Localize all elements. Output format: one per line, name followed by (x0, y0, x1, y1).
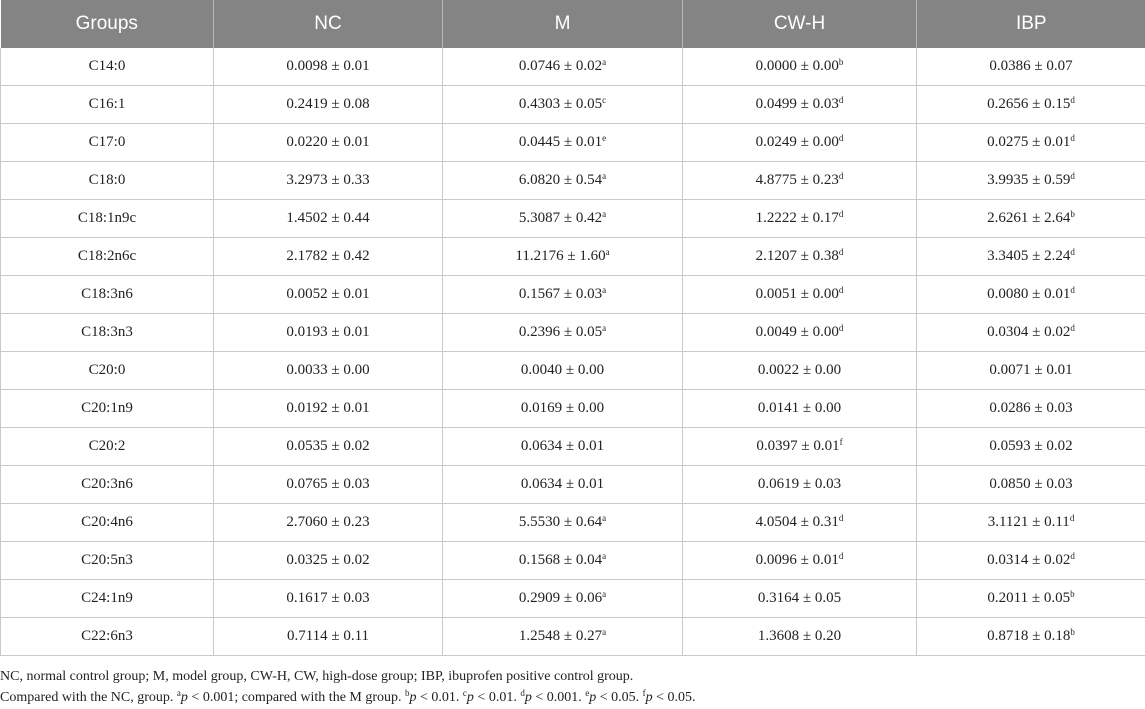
cell-value: 6.0820 ± 0.54 (518, 172, 603, 188)
cell-value: 5.5530 ± 0.64 (518, 514, 603, 530)
header-row (1, 0, 1145, 48)
value-cell (683, 466, 917, 504)
cell-value: 0.2011 ± 0.05 (987, 590, 1071, 606)
value-cell (214, 314, 443, 352)
p-symbol: p (524, 690, 532, 705)
value-cell (443, 238, 683, 276)
significance-mark: a (602, 171, 607, 181)
header-nc: NC (214, 0, 443, 48)
abbreviations-note: NC, normal control group; M, model group, CW-H, CW, high-dose group; IBP, ibuprofen positive control group. (0, 669, 634, 684)
p-threshold: < 0.01. (473, 690, 521, 705)
value-cell (214, 276, 443, 314)
value-cell (214, 48, 443, 86)
group-cell: C18:0 (1, 162, 214, 200)
group-cell: C14:0 (1, 48, 214, 86)
cell-value: 0.0386 ± 0.07 (989, 58, 1073, 74)
value-cell (917, 162, 1145, 200)
significance-mark: d (1070, 95, 1075, 105)
value-cell (917, 48, 1145, 86)
header-ibp: IBP (917, 0, 1145, 48)
value-cell (917, 618, 1145, 656)
value-cell (443, 276, 683, 314)
cell-value: 0.1568 ± 0.04 (518, 552, 603, 568)
value-cell (917, 580, 1145, 618)
cell-value: 0.0275 ± 0.01 (987, 134, 1071, 150)
cell-value: 0.0850 ± 0.03 (989, 476, 1073, 492)
group-cell: C24:1n9 (1, 580, 214, 618)
footnote-mark: d (520, 688, 525, 698)
cell-value: 0.0445 ± 0.01 (518, 134, 603, 150)
significance-mark: a (602, 551, 607, 561)
value-cell (214, 580, 443, 618)
cell-value: 0.0040 ± 0.00 (520, 362, 605, 378)
cell-value: 0.0052 ± 0.01 (286, 286, 370, 302)
table-row (1, 238, 1145, 276)
value-cell (917, 504, 1145, 542)
value-cell (683, 48, 917, 86)
cell-value: 0.8718 ± 0.18 (987, 628, 1071, 644)
group-cell: C20:3n6 (1, 466, 214, 504)
group-cell: C17:0 (1, 124, 214, 162)
significance-note: Compared with the NC, group. $^a$p < 0.001; compared with the M group. $^b$p < 0.01. $^c$p < 0.01. $^d$p < 0.001. $^e$p < 0.05. $^f$p < 0.05. (0, 688, 696, 705)
value-cell (443, 124, 683, 162)
significance-mark: d (838, 171, 844, 181)
footnote-mark: b (405, 688, 410, 698)
value-cell (443, 428, 683, 466)
footnote-mark: f (642, 688, 646, 698)
cell-value: 0.0169 ± 0.00 (520, 400, 605, 416)
significance-mark: a (602, 209, 607, 219)
table-body (1, 48, 1145, 656)
significance-mark: d (1070, 171, 1075, 181)
footnote-mark: c (462, 688, 467, 698)
significance-mark: a (602, 627, 607, 637)
cell-value: 0.0071 ± 0.01 (989, 362, 1073, 378)
value-cell (214, 86, 443, 124)
cell-value: 0.0535 ± 0.02 (286, 438, 370, 454)
header-cw-h: CW-H (683, 0, 917, 48)
cell-value: 0.1617 ± 0.03 (286, 590, 370, 606)
significance-mark: a (602, 513, 607, 523)
value-cell (214, 542, 443, 580)
value-cell (443, 86, 683, 124)
cell-value: 0.0080 ± 0.01 (987, 286, 1071, 302)
value-cell (683, 618, 917, 656)
footnote-mark: a (176, 688, 181, 698)
cell-value: 1.2222 ± 0.17 (755, 210, 839, 226)
header-m: M (443, 0, 683, 48)
cell-value: 3.3405 ± 2.24 (987, 248, 1071, 264)
value-cell (683, 428, 917, 466)
cell-value: 0.0593 ± 0.02 (989, 438, 1073, 454)
significance-mark: d (1070, 285, 1075, 295)
table-row (1, 352, 1145, 390)
cell-value: 0.2396 ± 0.05 (518, 324, 603, 340)
group-cell: C22:6n3 (1, 618, 214, 656)
value-cell (443, 390, 683, 428)
value-cell (683, 124, 917, 162)
p-symbol: p (466, 690, 474, 705)
table-row (1, 580, 1145, 618)
value-cell (214, 162, 443, 200)
value-cell (443, 48, 683, 86)
value-cell (683, 390, 917, 428)
cell-value: 2.1207 ± 0.38 (755, 248, 839, 264)
footnote-mark: e (585, 688, 590, 698)
group-cell: C20:5n3 (1, 542, 214, 580)
value-cell (214, 618, 443, 656)
group-cell: C18:2n6c (1, 238, 214, 276)
significance-mark: b (1070, 627, 1075, 637)
cell-value: 0.0098 ± 0.01 (286, 58, 370, 74)
group-cell: C16:1 (1, 86, 214, 124)
significance-mark: e (602, 133, 607, 143)
value-cell (917, 390, 1145, 428)
significance-mark: b (1070, 209, 1075, 219)
value-cell (683, 352, 917, 390)
value-cell (443, 466, 683, 504)
p-symbol: p (645, 690, 653, 705)
cell-value: 0.1567 ± 0.03 (518, 286, 603, 302)
cell-value: 0.2419 ± 0.08 (286, 96, 370, 112)
cell-value: 0.0220 ± 0.01 (286, 134, 370, 150)
cell-value: 0.0000 ± 0.00 (755, 58, 839, 74)
value-cell (443, 162, 683, 200)
significance-mark: d (838, 285, 844, 295)
cell-value: 1.4502 ± 0.44 (286, 210, 370, 226)
group-cell: C20:0 (1, 352, 214, 390)
value-cell (683, 314, 917, 352)
group-cell: C20:2 (1, 428, 214, 466)
value-cell (917, 276, 1145, 314)
value-cell (214, 390, 443, 428)
cell-value: 0.7114 ± 0.11 (286, 628, 370, 644)
value-cell (214, 466, 443, 504)
value-cell (917, 200, 1145, 238)
table-row (1, 200, 1145, 238)
value-cell (917, 124, 1145, 162)
significance-mark: b (838, 57, 844, 67)
significance-mark: d (838, 209, 844, 219)
significance-mark: d (1070, 551, 1075, 561)
value-cell (443, 504, 683, 542)
cell-value: 4.0504 ± 0.31 (755, 514, 839, 530)
value-cell (917, 352, 1145, 390)
group-cell: C18:3n6 (1, 276, 214, 314)
value-cell (683, 504, 917, 542)
significance-mark: a (602, 323, 607, 333)
significance-mark: a (605, 247, 610, 257)
value-cell (917, 542, 1145, 580)
table-row (1, 162, 1145, 200)
value-cell (683, 580, 917, 618)
cell-value: 0.0765 ± 0.03 (286, 476, 370, 492)
table-row (1, 466, 1145, 504)
significance-mark: f (839, 437, 843, 447)
value-cell (683, 238, 917, 276)
significance-mark: a (602, 57, 607, 67)
cell-value: 0.0634 ± 0.01 (520, 476, 605, 492)
cell-value: 0.0314 ± 0.02 (987, 552, 1071, 568)
cell-value: 3.1121 ± 0.11 (987, 514, 1070, 530)
value-cell (683, 200, 917, 238)
cell-value: 0.0192 ± 0.01 (286, 400, 370, 416)
cell-value: 0.0397 ± 0.01 (756, 438, 840, 454)
significance-mark: d (1070, 247, 1075, 257)
table-row (1, 314, 1145, 352)
significance-mark: d (1069, 513, 1075, 523)
significance-mark: d (1070, 133, 1075, 143)
p-symbol: p (180, 690, 188, 705)
value-cell (214, 124, 443, 162)
significance-mark: d (838, 323, 844, 333)
table-footnotes (0, 656, 1145, 708)
group-cell: C20:1n9 (1, 390, 214, 428)
significance-mark: c (602, 95, 607, 105)
cell-value: 0.3164 ± 0.05 (757, 590, 842, 606)
cell-value: 0.2656 ± 0.15 (987, 96, 1071, 112)
value-cell (214, 238, 443, 276)
cell-value: 0.0619 ± 0.03 (757, 476, 842, 492)
p-threshold: < 0.05. (652, 690, 696, 705)
value-cell (683, 86, 917, 124)
p-threshold: < 0.01. (416, 690, 463, 705)
table-row (1, 86, 1145, 124)
p-symbol: p (409, 690, 417, 705)
cell-value: 0.0141 ± 0.00 (757, 400, 842, 416)
value-cell (917, 466, 1145, 504)
value-cell (917, 238, 1145, 276)
significance-mark: a (602, 589, 607, 599)
cell-value: 0.0249 ± 0.00 (755, 134, 839, 150)
table-row (1, 124, 1145, 162)
cell-value: 1.2548 ± 0.27 (518, 628, 603, 644)
value-cell (917, 86, 1145, 124)
cell-value: 0.0499 ± 0.03 (755, 96, 839, 112)
table-row (1, 48, 1145, 86)
value-cell (443, 618, 683, 656)
significance-mark: b (1070, 589, 1075, 599)
value-cell (917, 428, 1145, 466)
significance-mark: d (838, 551, 844, 561)
significance-mark: d (838, 247, 844, 257)
value-cell (214, 428, 443, 466)
p-symbol: p (589, 690, 597, 705)
cell-value: 3.9935 ± 0.59 (987, 172, 1071, 188)
p-threshold: < 0.05. (596, 690, 643, 705)
cell-value: 0.0033 ± 0.00 (286, 362, 370, 378)
cell-value: 5.3087 ± 0.42 (518, 210, 603, 226)
cell-value: 11.2176 ± 1.60 (515, 248, 606, 264)
significance-mark: d (838, 513, 844, 523)
significance-mark: d (838, 95, 844, 105)
cell-value: 0.0049 ± 0.00 (755, 324, 839, 340)
cell-value: 0.0286 ± 0.03 (989, 400, 1073, 416)
value-cell (214, 200, 443, 238)
cell-value: 2.1782 ± 0.42 (286, 248, 370, 264)
cell-value: 0.2909 ± 0.06 (518, 590, 603, 606)
significance-mark: d (838, 133, 844, 143)
cell-value: 0.0022 ± 0.00 (757, 362, 842, 378)
value-cell (214, 504, 443, 542)
table-row (1, 618, 1145, 656)
table-row (1, 428, 1145, 466)
value-cell (443, 542, 683, 580)
value-cell (683, 542, 917, 580)
p-threshold: < 0.001 (187, 690, 235, 705)
table-row (1, 504, 1145, 542)
cell-value: 4.8775 ± 0.23 (755, 172, 839, 188)
cell-value: 0.0325 ± 0.02 (286, 552, 370, 568)
cell-value: 2.7060 ± 0.23 (286, 514, 370, 530)
value-cell (683, 276, 917, 314)
p-threshold: < 0.001. (531, 690, 586, 705)
cell-value: 3.2973 ± 0.33 (286, 172, 370, 188)
value-cell (443, 352, 683, 390)
value-cell (214, 352, 443, 390)
group-cell: C20:4n6 (1, 504, 214, 542)
table-row (1, 542, 1145, 580)
cell-value: 0.4303 ± 0.05 (518, 96, 603, 112)
table-row (1, 390, 1145, 428)
significance-mark: a (602, 285, 607, 295)
table-row (1, 276, 1145, 314)
cell-value: 0.0746 ± 0.02 (518, 58, 603, 74)
value-cell (443, 200, 683, 238)
value-cell (443, 314, 683, 352)
value-cell (443, 580, 683, 618)
cell-value: 0.0051 ± 0.00 (755, 286, 839, 302)
cell-value: 0.0304 ± 0.02 (987, 324, 1071, 340)
cell-value: 1.3608 ± 0.20 (757, 628, 842, 644)
cell-value: 0.0193 ± 0.01 (286, 324, 370, 340)
cell-value: 2.6261 ± 2.64 (987, 210, 1071, 226)
cell-value: 0.0634 ± 0.01 (520, 438, 605, 454)
significance-mark: d (1070, 323, 1075, 333)
group-cell: C18:1n9c (1, 200, 214, 238)
header-groups: Groups (1, 0, 214, 48)
group-cell: C18:3n3 (1, 314, 214, 352)
cell-value: 0.0096 ± 0.01 (755, 552, 839, 568)
value-cell (917, 314, 1145, 352)
value-cell (683, 162, 917, 200)
